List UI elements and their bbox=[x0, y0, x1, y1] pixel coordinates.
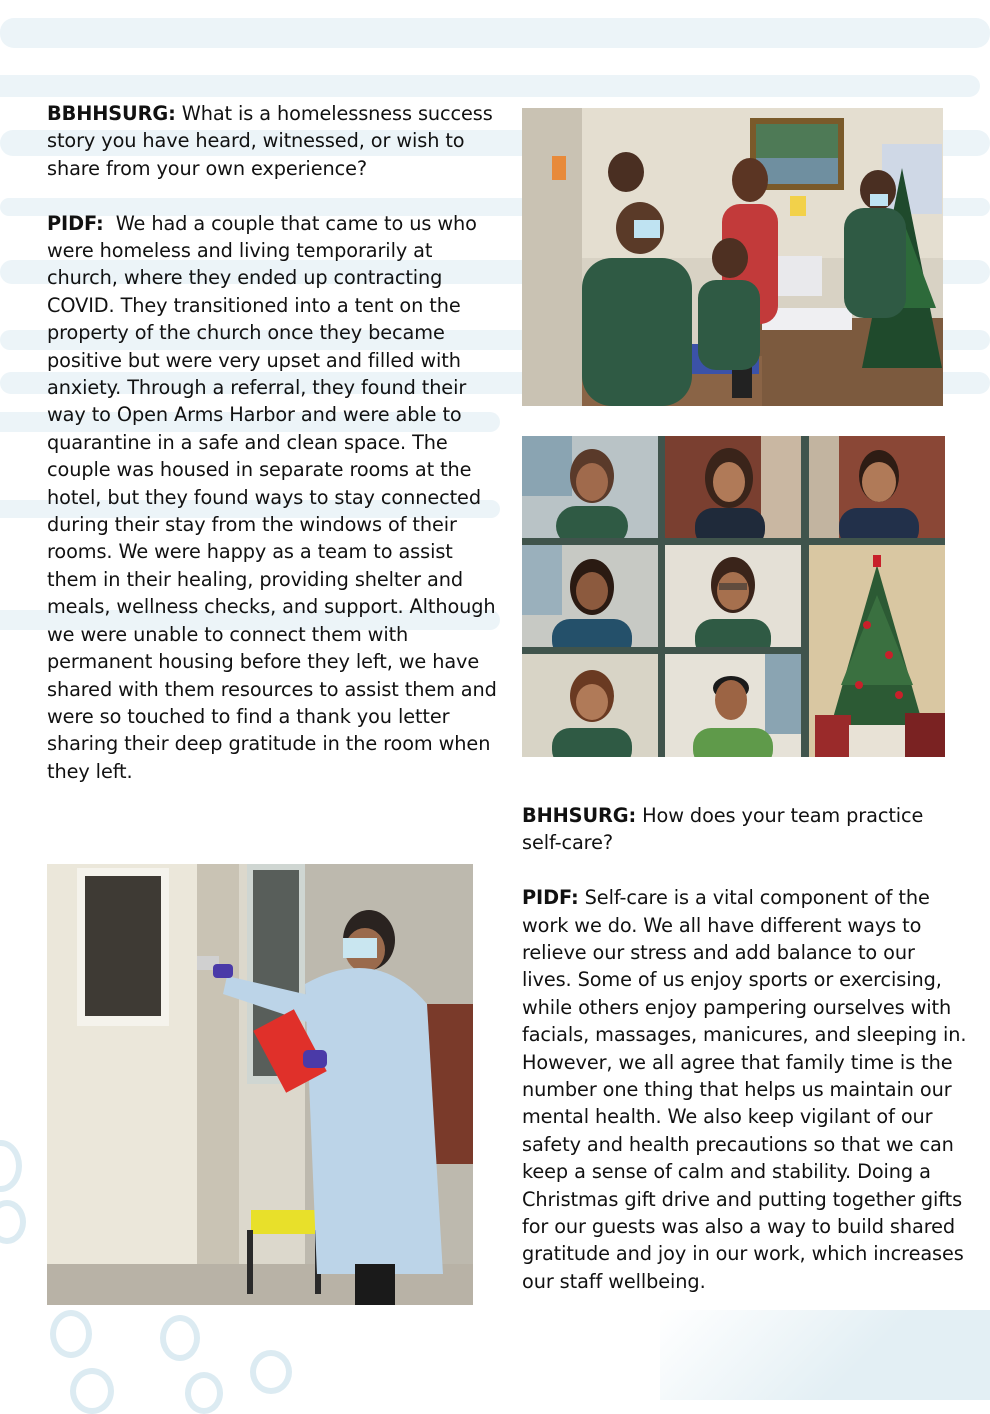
photo-front-desk-team bbox=[522, 108, 943, 406]
left-column-text bbox=[47, 100, 502, 785]
blot-decoration bbox=[185, 1372, 223, 1414]
question-2-text: How does your team practice self-care? bbox=[522, 804, 924, 855]
answer-2-text: Self-care is a vital component of the work we do. We all have different ways to relieve our stress and add balance to our lives. Some of us enjoy sports or exercising, while others enjoy pampering ourselves with facials, massages, manicures, and sleeping in. However, we all agree that family time is the number one thing that helps us maintain our mental health. We also keep vigilant of our safety and health precautions so that we can keep a sense of calm and stability. Doing a Christmas gift drive and putting together gifts for our guests was also a way to build shared gratitude and joy in our work, which increases our staff wellbeing. bbox=[522, 886, 967, 1293]
christmas-tree-photo bbox=[809, 545, 945, 757]
wash-decoration bbox=[660, 1310, 990, 1400]
question-2-speaker: BHHSURG: bbox=[522, 804, 637, 827]
answer-2-speaker: PIDF: bbox=[522, 886, 579, 910]
background-stripe bbox=[0, 18, 990, 48]
question-1-text: What is a homelessness success story you have heard, witnessed, or wish to share from your own experience? bbox=[47, 102, 493, 180]
blot-decoration bbox=[160, 1315, 200, 1361]
background-stripe bbox=[0, 75, 980, 97]
question-2 bbox=[522, 802, 967, 857]
blot-decoration bbox=[250, 1350, 292, 1394]
staff-portrait bbox=[522, 436, 658, 538]
blot-decoration bbox=[0, 1140, 22, 1192]
staff-portrait bbox=[522, 545, 658, 647]
photo-wellness-check bbox=[47, 864, 473, 1305]
staff-portrait bbox=[665, 436, 801, 538]
right-column-text bbox=[522, 802, 967, 1295]
staff-portrait bbox=[809, 436, 945, 538]
staff-portrait bbox=[522, 654, 658, 757]
question-1 bbox=[47, 100, 502, 182]
answer-1-speaker: PIDF: bbox=[47, 211, 104, 235]
staff-portrait bbox=[665, 545, 801, 647]
answer-1 bbox=[47, 210, 502, 786]
blot-decoration bbox=[0, 1200, 26, 1244]
blot-decoration bbox=[50, 1310, 92, 1358]
answer-2 bbox=[522, 884, 967, 1295]
staff-portrait bbox=[665, 654, 801, 757]
question-1-speaker: BBHHSURG: bbox=[47, 102, 176, 125]
answer-1-text: We had a couple that came to us who were homeless and living temporarily at church, where they ended up contracting COVID. They transitioned into a tent on the property of the church once they became positive but were very upset and filled with anxiety. Through a referral, they found their way to Open Arms Harbor and were able to quarantine in a safe and clean space. The couple was housed in separate rooms at the hotel, but they found ways to stay connected during their stay from the windows of their rooms. We were happy as a team to assist them in their healing, providing shelter and meals, wellness checks, and support. Although we were unable to connect them with permanent housing before they left, we have shared with them resources to assist them and were so touched to find a thank you letter sharing their deep gratitude in the room when they left. bbox=[47, 211, 497, 783]
photo-staff-portrait-grid bbox=[522, 436, 945, 757]
blot-decoration bbox=[70, 1368, 114, 1414]
